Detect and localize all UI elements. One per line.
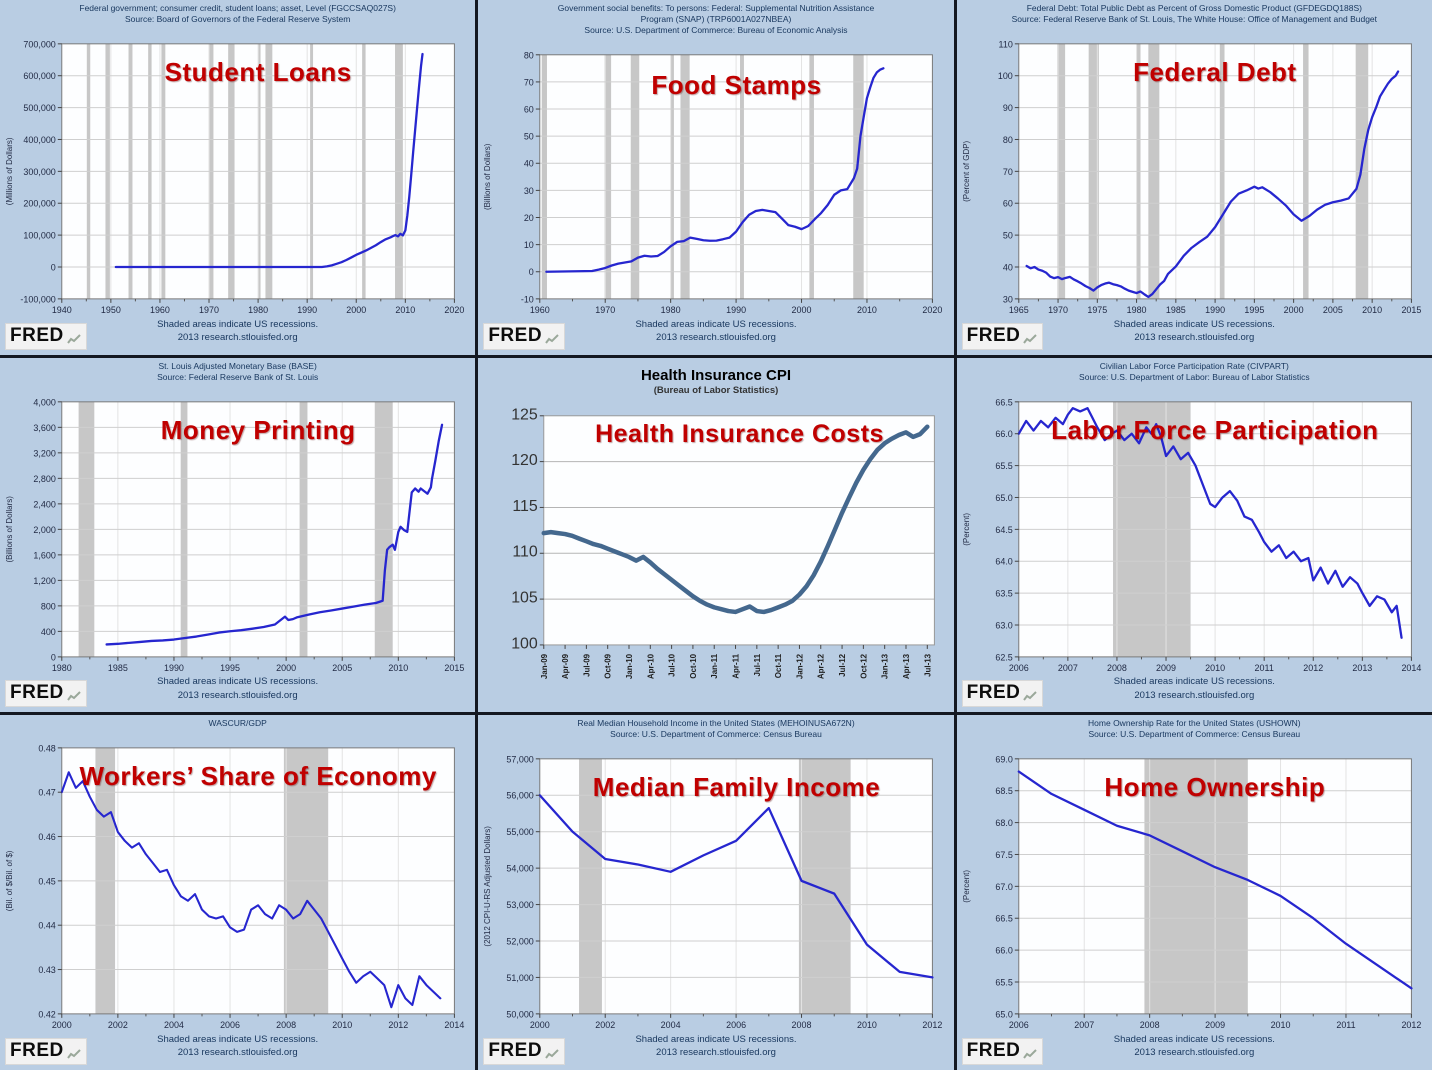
- svg-text:53,000: 53,000: [506, 900, 535, 911]
- source-url: 2013 research.stlouisfed.org: [1134, 689, 1255, 701]
- svg-text:110: 110: [998, 39, 1013, 50]
- svg-text:2008: 2008: [791, 1020, 812, 1031]
- svg-text:1,200: 1,200: [33, 575, 56, 586]
- svg-text:100: 100: [511, 635, 539, 653]
- source-url: 2013 research.stlouisfed.org: [177, 1047, 298, 1059]
- svg-text:2000: 2000: [791, 304, 812, 315]
- svg-text:2015: 2015: [444, 662, 465, 673]
- svg-text:70: 70: [524, 77, 535, 88]
- svg-text:Apr-13: Apr-13: [902, 653, 912, 679]
- svg-text:52,000: 52,000: [506, 936, 535, 947]
- svg-text:1970: 1970: [595, 304, 616, 315]
- svg-text:2002: 2002: [107, 1020, 128, 1031]
- chart-annotation: Labor Force Participation: [1051, 414, 1379, 445]
- chart-title: Real Median Household Income in the United States (MEHOINUSA672N): [577, 718, 855, 729]
- recession-note: Shaded areas indicate US recessions.: [157, 676, 319, 688]
- svg-text:(2012 CPI-U-RS Adjusted Dollar: (2012 CPI-U-RS Adjusted Dollars): [483, 826, 493, 947]
- line-chart: [478, 0, 953, 355]
- svg-text:2014: 2014: [1401, 662, 1422, 673]
- svg-text:800: 800: [40, 601, 56, 612]
- fred-logo-chart-icon: [545, 333, 559, 345]
- svg-text:(Percent): (Percent): [961, 512, 971, 546]
- chart-title: St. Louis Adjusted Monetary Base (BASE): [158, 360, 317, 371]
- chart-annotation: Home Ownership: [1104, 772, 1326, 803]
- chart-annotation: Federal Debt: [1133, 57, 1297, 87]
- svg-text:2006: 2006: [1008, 662, 1029, 673]
- svg-text:2015: 2015: [1401, 304, 1422, 315]
- svg-text:2004: 2004: [163, 1020, 184, 1031]
- svg-text:2008: 2008: [276, 1020, 297, 1031]
- svg-text:2000: 2000: [346, 304, 367, 315]
- chart-source-line: Source: Board of Governors of the Federal Reserve System: [124, 14, 351, 24]
- chart-source-line: Source: U.S. Department of Commerce: Census Bureau: [1088, 729, 1301, 740]
- svg-text:2010: 2010: [388, 662, 409, 673]
- fred-logo-text: FRED: [488, 1039, 543, 1061]
- svg-text:500,000: 500,000: [23, 103, 56, 114]
- svg-text:Apr-11: Apr-11: [731, 653, 741, 679]
- svg-text:62.5: 62.5: [995, 652, 1013, 663]
- svg-text:2002: 2002: [595, 1020, 616, 1031]
- svg-text:200,000: 200,000: [23, 198, 56, 209]
- svg-text:2020: 2020: [922, 304, 943, 315]
- svg-text:0: 0: [50, 262, 56, 273]
- chart-panel-labor-force-participation: [957, 358, 1432, 713]
- fred-logo-chart-icon: [67, 333, 81, 345]
- svg-text:2000: 2000: [1283, 304, 1304, 315]
- svg-text:2010: 2010: [857, 304, 878, 315]
- svg-text:Oct-09: Oct-09: [604, 653, 614, 679]
- svg-text:2011: 2011: [1336, 1020, 1356, 1031]
- svg-text:67.5: 67.5: [995, 850, 1013, 861]
- svg-text:100: 100: [997, 71, 1013, 82]
- chart-source-line: Source: Federal Reserve Bank of St. Louis: [157, 371, 319, 382]
- fred-logo-chart-icon: [1023, 1048, 1037, 1060]
- fred-logo: [5, 680, 87, 707]
- svg-text:Oct-10: Oct-10: [689, 653, 699, 679]
- svg-text:Jan-10: Jan-10: [625, 653, 635, 679]
- svg-text:2010: 2010: [395, 304, 416, 315]
- svg-text:65.5: 65.5: [995, 460, 1013, 471]
- svg-text:2010: 2010: [1361, 304, 1382, 315]
- recession-note: Shaded areas indicate US recessions.: [1113, 318, 1275, 330]
- svg-text:2,000: 2,000: [33, 524, 56, 535]
- svg-text:Oct-12: Oct-12: [859, 653, 869, 679]
- svg-text:1985: 1985: [1165, 304, 1186, 315]
- svg-text:Apr-10: Apr-10: [646, 653, 656, 679]
- svg-text:64.5: 64.5: [995, 524, 1013, 535]
- svg-text:300,000: 300,000: [23, 166, 56, 177]
- svg-text:2006: 2006: [726, 1020, 747, 1031]
- svg-text:0.47: 0.47: [38, 788, 56, 799]
- chart-title-line-2: Program (SNAP) (TRP6001A027NBEA): [640, 14, 792, 24]
- chart-title: Federal Debt: Total Public Debt as Percent of Gross Domestic Product (GFDEGDQ188S): [1026, 3, 1362, 13]
- svg-text:2009: 2009: [1204, 1020, 1225, 1031]
- chart-source-line: Source: U.S. Department of Commerce: Census Bureau: [610, 729, 822, 740]
- fred-logo-text: FRED: [488, 324, 543, 346]
- fred-logo: [962, 680, 1044, 707]
- svg-text:2010: 2010: [1270, 1020, 1291, 1031]
- svg-text:40: 40: [1002, 262, 1013, 273]
- chart-panel-median-family-income: [478, 715, 953, 1070]
- svg-text:51,000: 51,000: [506, 973, 535, 984]
- recession-note: Shaded areas indicate US recessions.: [157, 1033, 319, 1045]
- svg-text:66.5: 66.5: [995, 914, 1013, 925]
- chart-panel-workers-share: [0, 715, 475, 1070]
- fred-logo-chart-icon: [67, 690, 81, 702]
- svg-text:10: 10: [524, 240, 535, 251]
- svg-text:Jan-12: Jan-12: [795, 653, 805, 679]
- svg-text:66.0: 66.0: [995, 428, 1013, 439]
- chart-annotation: Food Stamps: [651, 70, 822, 100]
- svg-text:1990: 1990: [297, 304, 318, 315]
- line-chart: [957, 358, 1432, 713]
- svg-text:1950: 1950: [100, 304, 121, 315]
- svg-text:64.0: 64.0: [995, 556, 1013, 567]
- svg-text:0.43: 0.43: [38, 965, 56, 976]
- recession-note: Shaded areas indicate US recessions.: [635, 318, 797, 330]
- chart-source-line: (Bureau of Labor Statistics): [653, 384, 779, 396]
- svg-text:1990: 1990: [163, 662, 184, 673]
- fred-logo: [5, 1038, 87, 1065]
- svg-text:2014: 2014: [444, 1020, 465, 1031]
- svg-text:1995: 1995: [220, 662, 241, 673]
- svg-text:4,000: 4,000: [33, 396, 56, 407]
- svg-text:1990: 1990: [1204, 304, 1225, 315]
- source-url: 2013 research.stlouisfed.org: [177, 689, 298, 701]
- fred-logo-text: FRED: [966, 324, 1021, 346]
- chart-panel-federal-debt: [957, 0, 1432, 355]
- svg-text:2010: 2010: [1204, 662, 1225, 673]
- recession-note: Shaded areas indicate US recessions.: [157, 318, 319, 330]
- chart-panel-home-ownership: [957, 715, 1432, 1070]
- svg-text:69.0: 69.0: [995, 754, 1013, 765]
- svg-text:2006: 2006: [220, 1020, 241, 1031]
- svg-text:2000: 2000: [276, 662, 297, 673]
- chart-title: Home Ownership Rate for the United States (USHOWN): [1088, 718, 1301, 729]
- svg-text:(Millions of Dollars): (Millions of Dollars): [4, 137, 14, 206]
- svg-text:1980: 1980: [248, 304, 269, 315]
- svg-text:30: 30: [1002, 294, 1013, 305]
- svg-text:68.0: 68.0: [995, 818, 1013, 829]
- fred-logo-text: FRED: [10, 1039, 64, 1061]
- fred-logo-text: FRED: [10, 682, 64, 704]
- svg-text:(Percent of GDP): (Percent of GDP): [961, 140, 971, 202]
- fred-logo-chart-icon: [1023, 690, 1037, 702]
- svg-text:(Billions of Dollars): (Billions of Dollars): [4, 495, 14, 563]
- svg-text:0.44: 0.44: [38, 921, 56, 932]
- svg-text:1960: 1960: [149, 304, 170, 315]
- svg-text:(Percent): (Percent): [961, 870, 971, 904]
- svg-text:1960: 1960: [530, 304, 551, 315]
- recession-note: Shaded areas indicate US recessions.: [1113, 676, 1275, 688]
- svg-text:2010: 2010: [332, 1020, 353, 1031]
- svg-text:56,000: 56,000: [506, 791, 535, 802]
- chart-source-line: Source: Federal Reserve Bank of St. Louis, The White House: Office of Management and Budget: [1011, 14, 1378, 24]
- chart-title: WASCUR/GDP: [208, 718, 267, 729]
- svg-text:0.45: 0.45: [38, 876, 56, 887]
- svg-text:Apr-09: Apr-09: [561, 653, 571, 679]
- svg-text:(Bil. of $/Bil. of $): (Bil. of $/Bil. of $): [4, 850, 14, 912]
- svg-text:700,000: 700,000: [23, 39, 56, 50]
- fred-logo-text: FRED: [966, 682, 1021, 704]
- svg-text:30: 30: [524, 185, 535, 196]
- svg-text:40: 40: [524, 158, 535, 169]
- svg-text:50,000: 50,000: [506, 1009, 535, 1020]
- svg-text:Jul-10: Jul-10: [667, 653, 677, 677]
- svg-text:0: 0: [529, 267, 535, 278]
- svg-text:125: 125: [511, 405, 539, 423]
- fred-logo: [5, 323, 87, 350]
- svg-text:2007: 2007: [1073, 1020, 1094, 1031]
- svg-text:2012: 2012: [1302, 662, 1323, 673]
- svg-text:60: 60: [1002, 198, 1013, 209]
- fred-logo-chart-icon: [1023, 333, 1037, 345]
- svg-text:2020: 2020: [444, 304, 465, 315]
- svg-text:2009: 2009: [1155, 662, 1176, 673]
- svg-text:120: 120: [511, 451, 539, 469]
- source-url: 2013 research.stlouisfed.org: [656, 332, 776, 344]
- chart-panel-student-loans: [0, 0, 475, 355]
- svg-text:0.48: 0.48: [38, 743, 56, 754]
- fred-logo-chart-icon: [545, 1048, 559, 1060]
- svg-text:80: 80: [524, 50, 535, 61]
- svg-text:2,800: 2,800: [33, 473, 56, 484]
- svg-text:1990: 1990: [726, 304, 747, 315]
- svg-text:-100,000: -100,000: [20, 294, 56, 305]
- chart-annotation: Student Loans: [164, 57, 352, 87]
- source-url: 2013 research.stlouisfed.org: [1134, 332, 1255, 344]
- svg-text:3,200: 3,200: [33, 447, 56, 458]
- svg-text:2008: 2008: [1106, 662, 1127, 673]
- fred-logo-chart-icon: [67, 1048, 81, 1060]
- svg-text:2000: 2000: [530, 1020, 551, 1031]
- svg-text:Apr-12: Apr-12: [817, 653, 827, 679]
- chart-panel-food-stamps: [478, 0, 953, 355]
- svg-text:Jul-09: Jul-09: [582, 653, 592, 677]
- chart-annotation: Money Printing: [160, 414, 356, 445]
- svg-text:1975: 1975: [1087, 304, 1107, 315]
- chart-title: Health Insurance CPI: [640, 366, 792, 384]
- svg-text:2013: 2013: [1352, 662, 1372, 673]
- svg-text:50: 50: [524, 131, 535, 142]
- chart-annotation: Workers’ Share of Economy: [79, 761, 437, 792]
- svg-text:2005: 2005: [332, 662, 353, 673]
- svg-text:-10: -10: [521, 294, 535, 305]
- svg-text:1970: 1970: [199, 304, 219, 315]
- svg-text:2005: 2005: [1322, 304, 1343, 315]
- line-chart: [0, 0, 475, 355]
- svg-text:1985: 1985: [107, 662, 128, 673]
- svg-text:100,000: 100,000: [23, 230, 56, 241]
- source-url: 2013 research.stlouisfed.org: [177, 332, 298, 344]
- chart-panel-health-insurance-costs: [478, 358, 953, 713]
- svg-text:2004: 2004: [661, 1020, 681, 1031]
- fred-logo-text: FRED: [966, 1039, 1021, 1061]
- svg-text:600,000: 600,000: [23, 71, 56, 82]
- svg-text:1965: 1965: [1008, 304, 1029, 315]
- chart-source-line: Source: U.S. Department of Labor: Bureau of Labor Statistics: [1079, 371, 1310, 382]
- svg-text:(Billions of Dollars): (Billions of Dollars): [483, 143, 493, 211]
- svg-text:Jan-13: Jan-13: [880, 653, 890, 679]
- svg-text:0: 0: [50, 652, 56, 663]
- svg-text:1,600: 1,600: [33, 550, 56, 561]
- svg-text:Jul-13: Jul-13: [923, 653, 933, 677]
- svg-text:0.46: 0.46: [38, 832, 56, 843]
- fred-logo: [483, 323, 565, 350]
- svg-text:2008: 2008: [1139, 1020, 1160, 1031]
- svg-text:1940: 1940: [51, 304, 72, 315]
- svg-text:2012: 2012: [388, 1020, 409, 1031]
- svg-text:55,000: 55,000: [506, 827, 535, 838]
- source-url: 2013 research.stlouisfed.org: [1134, 1047, 1255, 1059]
- svg-text:Jul-12: Jul-12: [838, 653, 848, 677]
- svg-text:400,000: 400,000: [23, 134, 56, 145]
- svg-text:67.0: 67.0: [995, 882, 1013, 893]
- svg-text:65.5: 65.5: [995, 977, 1013, 988]
- chart-annotation: Health Insurance Costs: [595, 419, 884, 448]
- chart-annotation: Median Family Income: [592, 772, 881, 803]
- svg-text:54,000: 54,000: [506, 863, 535, 874]
- svg-text:2012: 2012: [1401, 1020, 1422, 1031]
- svg-text:2,400: 2,400: [33, 498, 56, 509]
- svg-text:63.0: 63.0: [995, 620, 1013, 631]
- line-chart: [957, 0, 1432, 355]
- recession-note: Shaded areas indicate US recessions.: [1113, 1033, 1275, 1045]
- svg-text:57,000: 57,000: [506, 754, 535, 765]
- svg-text:2000: 2000: [51, 1020, 72, 1031]
- line-chart: [478, 715, 953, 1070]
- svg-text:2012: 2012: [922, 1020, 943, 1031]
- fred-logo-text: FRED: [10, 324, 64, 346]
- svg-text:1980: 1980: [51, 662, 72, 673]
- fred-logo: [962, 323, 1044, 350]
- svg-text:1970: 1970: [1047, 304, 1068, 315]
- chart-source-line: Source: U.S. Department of Commerce: Bureau of Economic Analysis: [584, 25, 848, 35]
- svg-text:Oct-11: Oct-11: [774, 653, 784, 678]
- svg-text:0.42: 0.42: [38, 1009, 56, 1020]
- svg-text:65.0: 65.0: [995, 492, 1013, 503]
- svg-text:70: 70: [1002, 166, 1013, 177]
- line-chart: [478, 358, 953, 713]
- svg-text:66.0: 66.0: [995, 945, 1013, 956]
- fred-logo: [962, 1038, 1044, 1065]
- svg-text:50: 50: [1002, 230, 1013, 241]
- svg-text:80: 80: [1002, 134, 1013, 145]
- svg-text:1980: 1980: [1126, 304, 1147, 315]
- chart-title: Government social benefits: To persons: Federal: Supplemental Nutrition Assistance: [557, 3, 875, 13]
- svg-text:65.0: 65.0: [995, 1009, 1013, 1020]
- svg-text:115: 115: [512, 497, 539, 515]
- fred-logo: [483, 1038, 565, 1065]
- svg-text:2007: 2007: [1057, 662, 1078, 673]
- svg-text:2010: 2010: [857, 1020, 878, 1031]
- svg-text:60: 60: [524, 104, 535, 115]
- svg-text:1980: 1980: [661, 304, 681, 315]
- svg-text:20: 20: [524, 212, 535, 223]
- chart-title: Civilian Labor Force Participation Rate (CIVPART): [1099, 360, 1289, 371]
- svg-text:2011: 2011: [1254, 662, 1274, 673]
- svg-text:3,600: 3,600: [33, 422, 56, 433]
- svg-text:63.5: 63.5: [995, 588, 1013, 599]
- svg-text:Jan-09: Jan-09: [540, 653, 550, 679]
- line-chart: [957, 715, 1432, 1070]
- svg-text:66.5: 66.5: [995, 396, 1013, 407]
- chart-panel-money-printing: [0, 358, 475, 713]
- svg-text:90: 90: [1002, 103, 1013, 114]
- chart-title: Federal government; consumer credit, student loans; asset, Level (FGCCSAQ027S): [79, 3, 396, 13]
- svg-text:105: 105: [511, 589, 539, 607]
- svg-text:400: 400: [40, 626, 56, 637]
- svg-text:2006: 2006: [1008, 1020, 1029, 1031]
- svg-text:1995: 1995: [1244, 304, 1264, 315]
- svg-text:110: 110: [512, 543, 539, 561]
- line-chart: [0, 358, 475, 713]
- svg-text:Jul-11: Jul-11: [753, 653, 763, 677]
- svg-text:Jan-11: Jan-11: [710, 653, 720, 679]
- source-url: 2013 research.stlouisfed.org: [656, 1047, 776, 1059]
- recession-note: Shaded areas indicate US recessions.: [635, 1033, 797, 1045]
- svg-text:68.5: 68.5: [995, 786, 1013, 797]
